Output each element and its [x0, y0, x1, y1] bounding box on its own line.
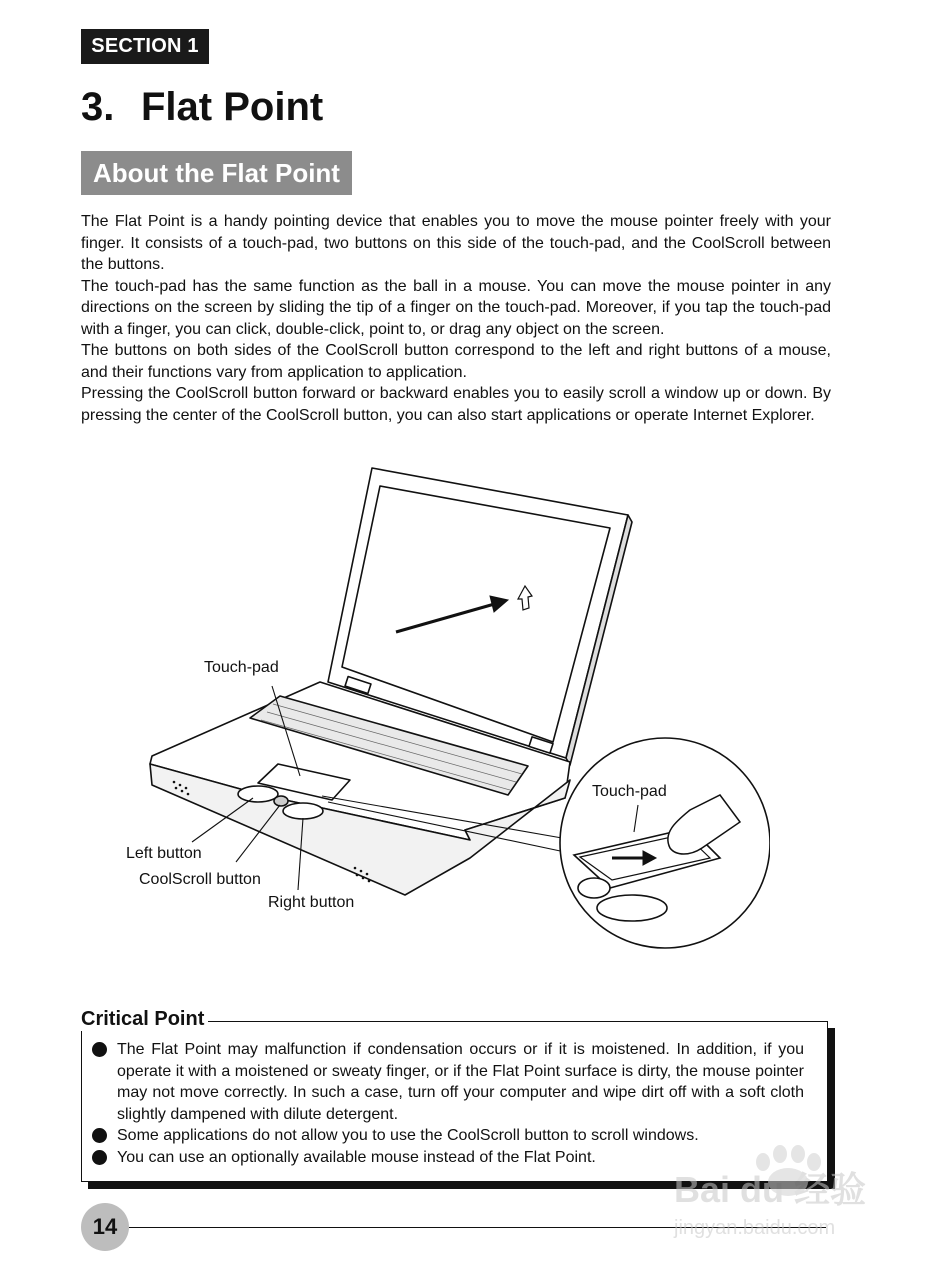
bullet-icon: [92, 1150, 107, 1165]
section-subheading: About the Flat Point: [81, 151, 352, 195]
laptop-figure: [110, 460, 770, 955]
baidu-paw-icon: [668, 1140, 918, 1265]
body-text: [81, 211, 831, 426]
laptop-left-button: [238, 786, 278, 802]
critical-item-text: Some applications do not allow you to use the CoolScroll button to scroll windows.: [117, 1127, 699, 1144]
watermark-url: jingyan.baidu.com: [674, 1217, 836, 1239]
touch-pad-inset: [560, 738, 770, 948]
paragraph-buttons: The buttons on both sides of the CoolScroll button correspond to the left and right buttons of a mouse, and their functions vary from application to application.: [81, 342, 831, 381]
paragraph-intro: The Flat Point is a handy pointing device that enables you to move the mouse pointer freely with your finger. It consists of a touch-pad, two buttons on this side of the touch-pad, and the CoolScroll between the buttons.: [81, 213, 831, 273]
bullet-icon: [92, 1042, 107, 1057]
watermark-brand: Bai du 经验: [674, 1169, 867, 1210]
label-inset-touch-pad: Touch-pad: [592, 783, 667, 800]
paragraph-coolscroll: Pressing the CoolScroll button forward or backward enables you to easily scroll a window up or down. By pressing the center of the CoolScroll button, you can also start applications or operate Internet Explorer.: [81, 385, 831, 424]
laptop-coolscroll: [274, 796, 288, 806]
laptop-right-button: [283, 803, 323, 819]
section-badge: SECTION 1: [81, 29, 209, 64]
critical-item-text: You can use an optionally available mouse instead of the Flat Point.: [117, 1148, 596, 1166]
chapter-title: Flat Point: [141, 85, 324, 129]
label-touch-pad: Touch-pad: [204, 659, 279, 676]
critical-point-title: Critical Point: [81, 1007, 208, 1031]
chapter-number: 3.: [81, 85, 115, 129]
page-number: 14: [81, 1203, 129, 1251]
page-title: [81, 82, 323, 132]
bullet-icon: [92, 1128, 107, 1143]
label-right-button: Right button: [268, 894, 355, 911]
critical-item-text: The Flat Point may malfunction if condensation occurs or if it is moistened. In addition, if you operate it with a moistened or sweaty finger, or if the Flat Point surface is dirty, the mouse pointer may not move correctly. In such a case, turn off your computer and wipe dirt off with a soft cloth slightly dampened with dilute detergent.: [117, 1041, 804, 1123]
label-coolscroll-button: CoolScroll button: [139, 871, 261, 888]
paragraph-touch-pad: The touch-pad has the same function as the ball in a mouse. You can move the mouse pointer in any directions on the screen by sliding the tip of a finger on the touch-pad. Moreover, if you tap the touch-pad with a finger, you can click, double-click, point to, or drag any object on the screen.: [81, 277, 831, 338]
label-left-button: Left button: [126, 845, 202, 862]
critical-item: [92, 1039, 804, 1125]
baidu-watermark: [668, 1140, 918, 1265]
